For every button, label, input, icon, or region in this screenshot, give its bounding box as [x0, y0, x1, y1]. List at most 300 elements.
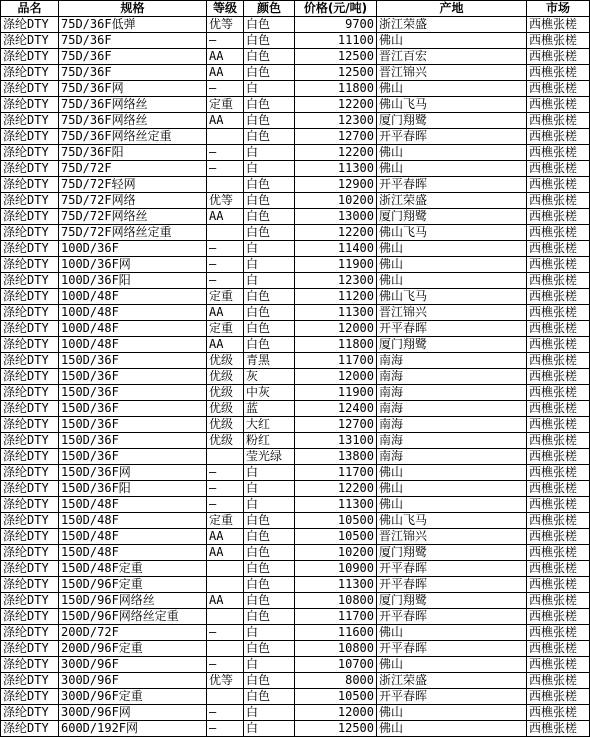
- cell-product-name: 涤纶DTY: [1, 225, 59, 241]
- cell-color: 白: [244, 145, 295, 161]
- cell-product-name: 涤纶DTY: [1, 673, 59, 689]
- cell-origin: 厦门翔鹭: [377, 593, 527, 609]
- cell-color: 白色: [244, 49, 295, 65]
- table-row: [1, 561, 590, 577]
- cell-grade: —: [207, 241, 244, 257]
- table-row: [1, 193, 590, 209]
- table-row: [1, 721, 590, 737]
- cell-spec: 100D/48F: [59, 305, 207, 321]
- cell-product-name: 涤纶DTY: [1, 129, 59, 145]
- cell-spec: 100D/48F: [59, 289, 207, 305]
- table-row: [1, 113, 590, 129]
- cell-spec: 150D/36F: [59, 353, 207, 369]
- cell-spec: 75D/36F网络丝: [59, 97, 207, 113]
- table-row: [1, 369, 590, 385]
- cell-grade: [207, 641, 244, 657]
- cell-market: 西樵张槎: [527, 593, 590, 609]
- cell-color: 白色: [244, 209, 295, 225]
- cell-origin: 佛山: [377, 625, 527, 641]
- cell-price: 12000: [295, 369, 377, 385]
- cell-origin: 佛山: [377, 257, 527, 273]
- cell-price: 13000: [295, 209, 377, 225]
- cell-grade: [207, 561, 244, 577]
- cell-price: 11300: [295, 577, 377, 593]
- cell-grade: 优等: [207, 17, 244, 33]
- cell-price: 11900: [295, 257, 377, 273]
- cell-market: 西樵张槎: [527, 273, 590, 289]
- cell-grade: [207, 609, 244, 625]
- cell-grade: [207, 177, 244, 193]
- cell-spec: 200D/96F定重: [59, 641, 207, 657]
- cell-grade: 优级: [207, 401, 244, 417]
- cell-grade: AA: [207, 113, 244, 129]
- cell-product-name: 涤纶DTY: [1, 497, 59, 513]
- cell-product-name: 涤纶DTY: [1, 561, 59, 577]
- cell-price: 11300: [295, 497, 377, 513]
- table-row: [1, 481, 590, 497]
- cell-grade: —: [207, 465, 244, 481]
- cell-grade: [207, 129, 244, 145]
- cell-color: 白色: [244, 97, 295, 113]
- table-row: [1, 305, 590, 321]
- table-row: [1, 161, 590, 177]
- cell-product-name: 涤纶DTY: [1, 209, 59, 225]
- cell-origin: 佛山飞马: [377, 513, 527, 529]
- table-body: [1, 17, 590, 737]
- cell-price: 11400: [295, 241, 377, 257]
- cell-market: 西樵张槎: [527, 449, 590, 465]
- cell-origin: 开平春晖: [377, 609, 527, 625]
- cell-market: 西樵张槎: [527, 17, 590, 33]
- cell-market: 西樵张槎: [527, 657, 590, 673]
- cell-origin: 南海: [377, 417, 527, 433]
- cell-market: 西樵张槎: [527, 209, 590, 225]
- cell-color: 白色: [244, 65, 295, 81]
- cell-price: 11700: [295, 609, 377, 625]
- cell-spec: 75D/36F: [59, 49, 207, 65]
- cell-color: 青黑: [244, 353, 295, 369]
- cell-price: 12300: [295, 113, 377, 129]
- cell-color: 蓝: [244, 401, 295, 417]
- cell-price: 12000: [295, 705, 377, 721]
- cell-price: 10700: [295, 657, 377, 673]
- cell-price: 8000: [295, 673, 377, 689]
- cell-spec: 75D/36F网络丝定重: [59, 129, 207, 145]
- table-row: [1, 593, 590, 609]
- cell-origin: 佛山: [377, 497, 527, 513]
- header-product-name: 品名: [1, 1, 59, 17]
- cell-grade: —: [207, 657, 244, 673]
- cell-market: 西樵张槎: [527, 529, 590, 545]
- cell-origin: 浙江荣盛: [377, 193, 527, 209]
- table-row: [1, 513, 590, 529]
- cell-spec: 75D/36F网络丝: [59, 113, 207, 129]
- cell-product-name: 涤纶DTY: [1, 81, 59, 97]
- cell-color: 白色: [244, 561, 295, 577]
- cell-product-name: 涤纶DTY: [1, 257, 59, 273]
- cell-product-name: 涤纶DTY: [1, 161, 59, 177]
- cell-origin: 佛山: [377, 705, 527, 721]
- cell-color: 白色: [244, 177, 295, 193]
- cell-price: 13800: [295, 449, 377, 465]
- cell-grade: 优级: [207, 417, 244, 433]
- cell-spec: 150D/36F: [59, 417, 207, 433]
- cell-origin: 南海: [377, 385, 527, 401]
- cell-origin: 佛山飞马: [377, 225, 527, 241]
- table-row: [1, 17, 590, 33]
- cell-price: 12500: [295, 65, 377, 81]
- cell-spec: 75D/36F低弹: [59, 17, 207, 33]
- cell-spec: 150D/36F网: [59, 465, 207, 481]
- cell-spec: 75D/36F网: [59, 81, 207, 97]
- cell-grade: —: [207, 497, 244, 513]
- cell-market: 西樵张槎: [527, 145, 590, 161]
- cell-market: 西樵张槎: [527, 705, 590, 721]
- cell-spec: 100D/48F: [59, 337, 207, 353]
- cell-spec: 100D/36F网: [59, 257, 207, 273]
- cell-grade: 定重: [207, 289, 244, 305]
- cell-price: 10500: [295, 513, 377, 529]
- cell-price: 11100: [295, 33, 377, 49]
- table-row: [1, 353, 590, 369]
- cell-grade: AA: [207, 305, 244, 321]
- cell-product-name: 涤纶DTY: [1, 369, 59, 385]
- cell-price: 10800: [295, 641, 377, 657]
- cell-grade: 定重: [207, 321, 244, 337]
- table-row: [1, 97, 590, 113]
- cell-origin: 厦门翔鹭: [377, 337, 527, 353]
- cell-origin: 佛山飞马: [377, 289, 527, 305]
- cell-origin: 南海: [377, 369, 527, 385]
- cell-color: 白: [244, 241, 295, 257]
- cell-product-name: 涤纶DTY: [1, 97, 59, 113]
- cell-grade: —: [207, 625, 244, 641]
- header-market: 市场: [527, 1, 590, 17]
- cell-grade: —: [207, 81, 244, 97]
- cell-color: 白色: [244, 609, 295, 625]
- cell-spec: 150D/48F: [59, 545, 207, 561]
- cell-spec: 150D/36F: [59, 385, 207, 401]
- cell-market: 西樵张槎: [527, 193, 590, 209]
- cell-market: 西樵张槎: [527, 497, 590, 513]
- cell-market: 西樵张槎: [527, 49, 590, 65]
- cell-market: 西樵张槎: [527, 177, 590, 193]
- cell-market: 西樵张槎: [527, 337, 590, 353]
- cell-market: 西樵张槎: [527, 465, 590, 481]
- cell-color: 白: [244, 81, 295, 97]
- cell-product-name: 涤纶DTY: [1, 689, 59, 705]
- cell-product-name: 涤纶DTY: [1, 273, 59, 289]
- cell-spec: 300D/96F: [59, 673, 207, 689]
- cell-color: 大红: [244, 417, 295, 433]
- cell-spec: 75D/72F网络丝定重: [59, 225, 207, 241]
- table-row: [1, 257, 590, 273]
- table-row: [1, 417, 590, 433]
- cell-color: 灰: [244, 369, 295, 385]
- cell-price: 10500: [295, 529, 377, 545]
- cell-grade: —: [207, 273, 244, 289]
- cell-product-name: 涤纶DTY: [1, 241, 59, 257]
- cell-spec: 150D/96F网络丝定重: [59, 609, 207, 625]
- cell-product-name: 涤纶DTY: [1, 337, 59, 353]
- cell-origin: 厦门翔鹭: [377, 113, 527, 129]
- cell-market: 西樵张槎: [527, 241, 590, 257]
- cell-color: 白色: [244, 593, 295, 609]
- cell-color: 白色: [244, 545, 295, 561]
- cell-color: 粉红: [244, 433, 295, 449]
- table-row: [1, 689, 590, 705]
- cell-color: 白色: [244, 689, 295, 705]
- cell-spec: 150D/36F: [59, 433, 207, 449]
- cell-price: 12900: [295, 177, 377, 193]
- cell-grade: —: [207, 481, 244, 497]
- cell-market: 西樵张槎: [527, 129, 590, 145]
- cell-product-name: 涤纶DTY: [1, 321, 59, 337]
- table-row: [1, 289, 590, 305]
- cell-product-name: 涤纶DTY: [1, 529, 59, 545]
- cell-color: 白色: [244, 673, 295, 689]
- cell-product-name: 涤纶DTY: [1, 193, 59, 209]
- cell-spec: 150D/36F: [59, 369, 207, 385]
- table-row: [1, 625, 590, 641]
- cell-origin: 开平春晖: [377, 177, 527, 193]
- cell-origin: 佛山: [377, 161, 527, 177]
- cell-market: 西樵张槎: [527, 33, 590, 49]
- cell-price: 13100: [295, 433, 377, 449]
- cell-market: 西樵张槎: [527, 401, 590, 417]
- header-spec: 规格: [59, 1, 207, 17]
- table-row: [1, 401, 590, 417]
- cell-color: 白: [244, 705, 295, 721]
- table-row: [1, 209, 590, 225]
- cell-grade: AA: [207, 209, 244, 225]
- cell-market: 西樵张槎: [527, 353, 590, 369]
- cell-grade: —: [207, 161, 244, 177]
- cell-product-name: 涤纶DTY: [1, 465, 59, 481]
- cell-color: 白: [244, 721, 295, 737]
- cell-spec: 150D/48F: [59, 497, 207, 513]
- cell-product-name: 涤纶DTY: [1, 49, 59, 65]
- cell-market: 西樵张槎: [527, 161, 590, 177]
- cell-product-name: 涤纶DTY: [1, 353, 59, 369]
- table-row: [1, 273, 590, 289]
- table-row: [1, 33, 590, 49]
- table-row: [1, 177, 590, 193]
- cell-origin: 南海: [377, 401, 527, 417]
- cell-product-name: 涤纶DTY: [1, 513, 59, 529]
- cell-spec: 75D/36F: [59, 65, 207, 81]
- table-row: [1, 385, 590, 401]
- header-grade: 等级: [207, 1, 244, 17]
- cell-product-name: 涤纶DTY: [1, 401, 59, 417]
- cell-spec: 75D/36F阳: [59, 145, 207, 161]
- table-row: [1, 657, 590, 673]
- cell-origin: 佛山飞马: [377, 97, 527, 113]
- table-row: [1, 321, 590, 337]
- cell-price: 11700: [295, 353, 377, 369]
- cell-origin: 晋江百宏: [377, 49, 527, 65]
- cell-product-name: 涤纶DTY: [1, 449, 59, 465]
- cell-color: 白: [244, 465, 295, 481]
- cell-price: 10900: [295, 561, 377, 577]
- cell-market: 西樵张槎: [527, 385, 590, 401]
- cell-product-name: 涤纶DTY: [1, 625, 59, 641]
- cell-market: 西樵张槎: [527, 609, 590, 625]
- cell-spec: 100D/36F阳: [59, 273, 207, 289]
- table-row: [1, 81, 590, 97]
- cell-grade: AA: [207, 529, 244, 545]
- cell-price: 11600: [295, 625, 377, 641]
- cell-grade: 优级: [207, 369, 244, 385]
- cell-color: 白: [244, 257, 295, 273]
- cell-grade: 定重: [207, 513, 244, 529]
- cell-market: 西樵张槎: [527, 433, 590, 449]
- cell-color: 白: [244, 161, 295, 177]
- cell-grade: 优等: [207, 193, 244, 209]
- cell-market: 西樵张槎: [527, 721, 590, 737]
- cell-origin: 佛山: [377, 273, 527, 289]
- cell-grade: 优级: [207, 385, 244, 401]
- cell-origin: 晋江锦兴: [377, 529, 527, 545]
- cell-color: 白色: [244, 321, 295, 337]
- cell-color: 白色: [244, 289, 295, 305]
- table-row: [1, 241, 590, 257]
- table-row: [1, 225, 590, 241]
- cell-price: 10500: [295, 689, 377, 705]
- cell-grade: AA: [207, 49, 244, 65]
- cell-color: 白色: [244, 513, 295, 529]
- cell-spec: 75D/72F轻网: [59, 177, 207, 193]
- cell-price: 11200: [295, 289, 377, 305]
- cell-color: 白色: [244, 225, 295, 241]
- cell-product-name: 涤纶DTY: [1, 545, 59, 561]
- cell-color: 白色: [244, 577, 295, 593]
- cell-color: 白色: [244, 529, 295, 545]
- cell-market: 西樵张槎: [527, 65, 590, 81]
- cell-product-name: 涤纶DTY: [1, 417, 59, 433]
- cell-origin: 晋江锦兴: [377, 65, 527, 81]
- table-row: [1, 465, 590, 481]
- cell-market: 西樵张槎: [527, 561, 590, 577]
- cell-product-name: 涤纶DTY: [1, 721, 59, 737]
- cell-origin: 开平春晖: [377, 129, 527, 145]
- cell-price: 10800: [295, 593, 377, 609]
- cell-product-name: 涤纶DTY: [1, 433, 59, 449]
- cell-grade: —: [207, 145, 244, 161]
- cell-price: 12300: [295, 273, 377, 289]
- header-price: 价格(元/吨): [295, 1, 377, 17]
- cell-price: 11800: [295, 81, 377, 97]
- cell-product-name: 涤纶DTY: [1, 593, 59, 609]
- cell-color: 白: [244, 625, 295, 641]
- cell-product-name: 涤纶DTY: [1, 177, 59, 193]
- cell-grade: 优级: [207, 433, 244, 449]
- table-row: [1, 337, 590, 353]
- table-row: [1, 497, 590, 513]
- cell-price: 12200: [295, 97, 377, 113]
- cell-market: 西樵张槎: [527, 641, 590, 657]
- cell-origin: 浙江荣盛: [377, 673, 527, 689]
- cell-market: 西樵张槎: [527, 673, 590, 689]
- table-row: [1, 705, 590, 721]
- cell-spec: 150D/36F阳: [59, 481, 207, 497]
- table-row: [1, 641, 590, 657]
- table-row: [1, 449, 590, 465]
- cell-spec: 75D/72F网络丝: [59, 209, 207, 225]
- cell-spec: 150D/48F定重: [59, 561, 207, 577]
- cell-spec: 75D/36F: [59, 33, 207, 49]
- cell-product-name: 涤纶DTY: [1, 577, 59, 593]
- cell-price: 12200: [295, 145, 377, 161]
- cell-origin: 佛山: [377, 145, 527, 161]
- cell-color: 白色: [244, 113, 295, 129]
- cell-color: 白: [244, 497, 295, 513]
- cell-color: 白色: [244, 17, 295, 33]
- cell-grade: —: [207, 257, 244, 273]
- cell-product-name: 涤纶DTY: [1, 113, 59, 129]
- cell-origin: 厦门翔鹭: [377, 209, 527, 225]
- table-row: [1, 433, 590, 449]
- cell-price: 12000: [295, 321, 377, 337]
- cell-origin: 佛山: [377, 241, 527, 257]
- table-row: [1, 577, 590, 593]
- header-color: 颜色: [244, 1, 295, 17]
- cell-market: 西樵张槎: [527, 113, 590, 129]
- table-row: [1, 609, 590, 625]
- cell-grade: AA: [207, 337, 244, 353]
- cell-grade: 优级: [207, 353, 244, 369]
- cell-market: 西樵张槎: [527, 257, 590, 273]
- cell-grade: [207, 577, 244, 593]
- table-row: [1, 65, 590, 81]
- cell-market: 西樵张槎: [527, 321, 590, 337]
- cell-color: 中灰: [244, 385, 295, 401]
- cell-origin: 开平春晖: [377, 689, 527, 705]
- cell-grade: 定重: [207, 97, 244, 113]
- cell-market: 西樵张槎: [527, 481, 590, 497]
- cell-market: 西樵张槎: [527, 225, 590, 241]
- cell-color: 莹光绿: [244, 449, 295, 465]
- cell-price: 12200: [295, 225, 377, 241]
- cell-product-name: 涤纶DTY: [1, 145, 59, 161]
- cell-grade: —: [207, 705, 244, 721]
- cell-spec: 300D/96F: [59, 657, 207, 673]
- cell-color: 白色: [244, 641, 295, 657]
- cell-color: 白: [244, 273, 295, 289]
- cell-market: 西樵张槎: [527, 305, 590, 321]
- cell-product-name: 涤纶DTY: [1, 705, 59, 721]
- cell-spec: 100D/48F: [59, 321, 207, 337]
- table-row: [1, 145, 590, 161]
- cell-color: 白色: [244, 337, 295, 353]
- cell-grade: [207, 449, 244, 465]
- table-row: [1, 529, 590, 545]
- table-row: [1, 673, 590, 689]
- cell-spec: 150D/48F: [59, 529, 207, 545]
- cell-price: 11300: [295, 305, 377, 321]
- cell-market: 西樵张槎: [527, 625, 590, 641]
- cell-product-name: 涤纶DTY: [1, 305, 59, 321]
- cell-color: 白色: [244, 129, 295, 145]
- cell-origin: 南海: [377, 353, 527, 369]
- cell-grade: —: [207, 33, 244, 49]
- cell-grade: AA: [207, 65, 244, 81]
- cell-price: 12700: [295, 129, 377, 145]
- cell-grade: —: [207, 721, 244, 737]
- cell-product-name: 涤纶DTY: [1, 385, 59, 401]
- cell-product-name: 涤纶DTY: [1, 17, 59, 33]
- cell-spec: 150D/36F: [59, 401, 207, 417]
